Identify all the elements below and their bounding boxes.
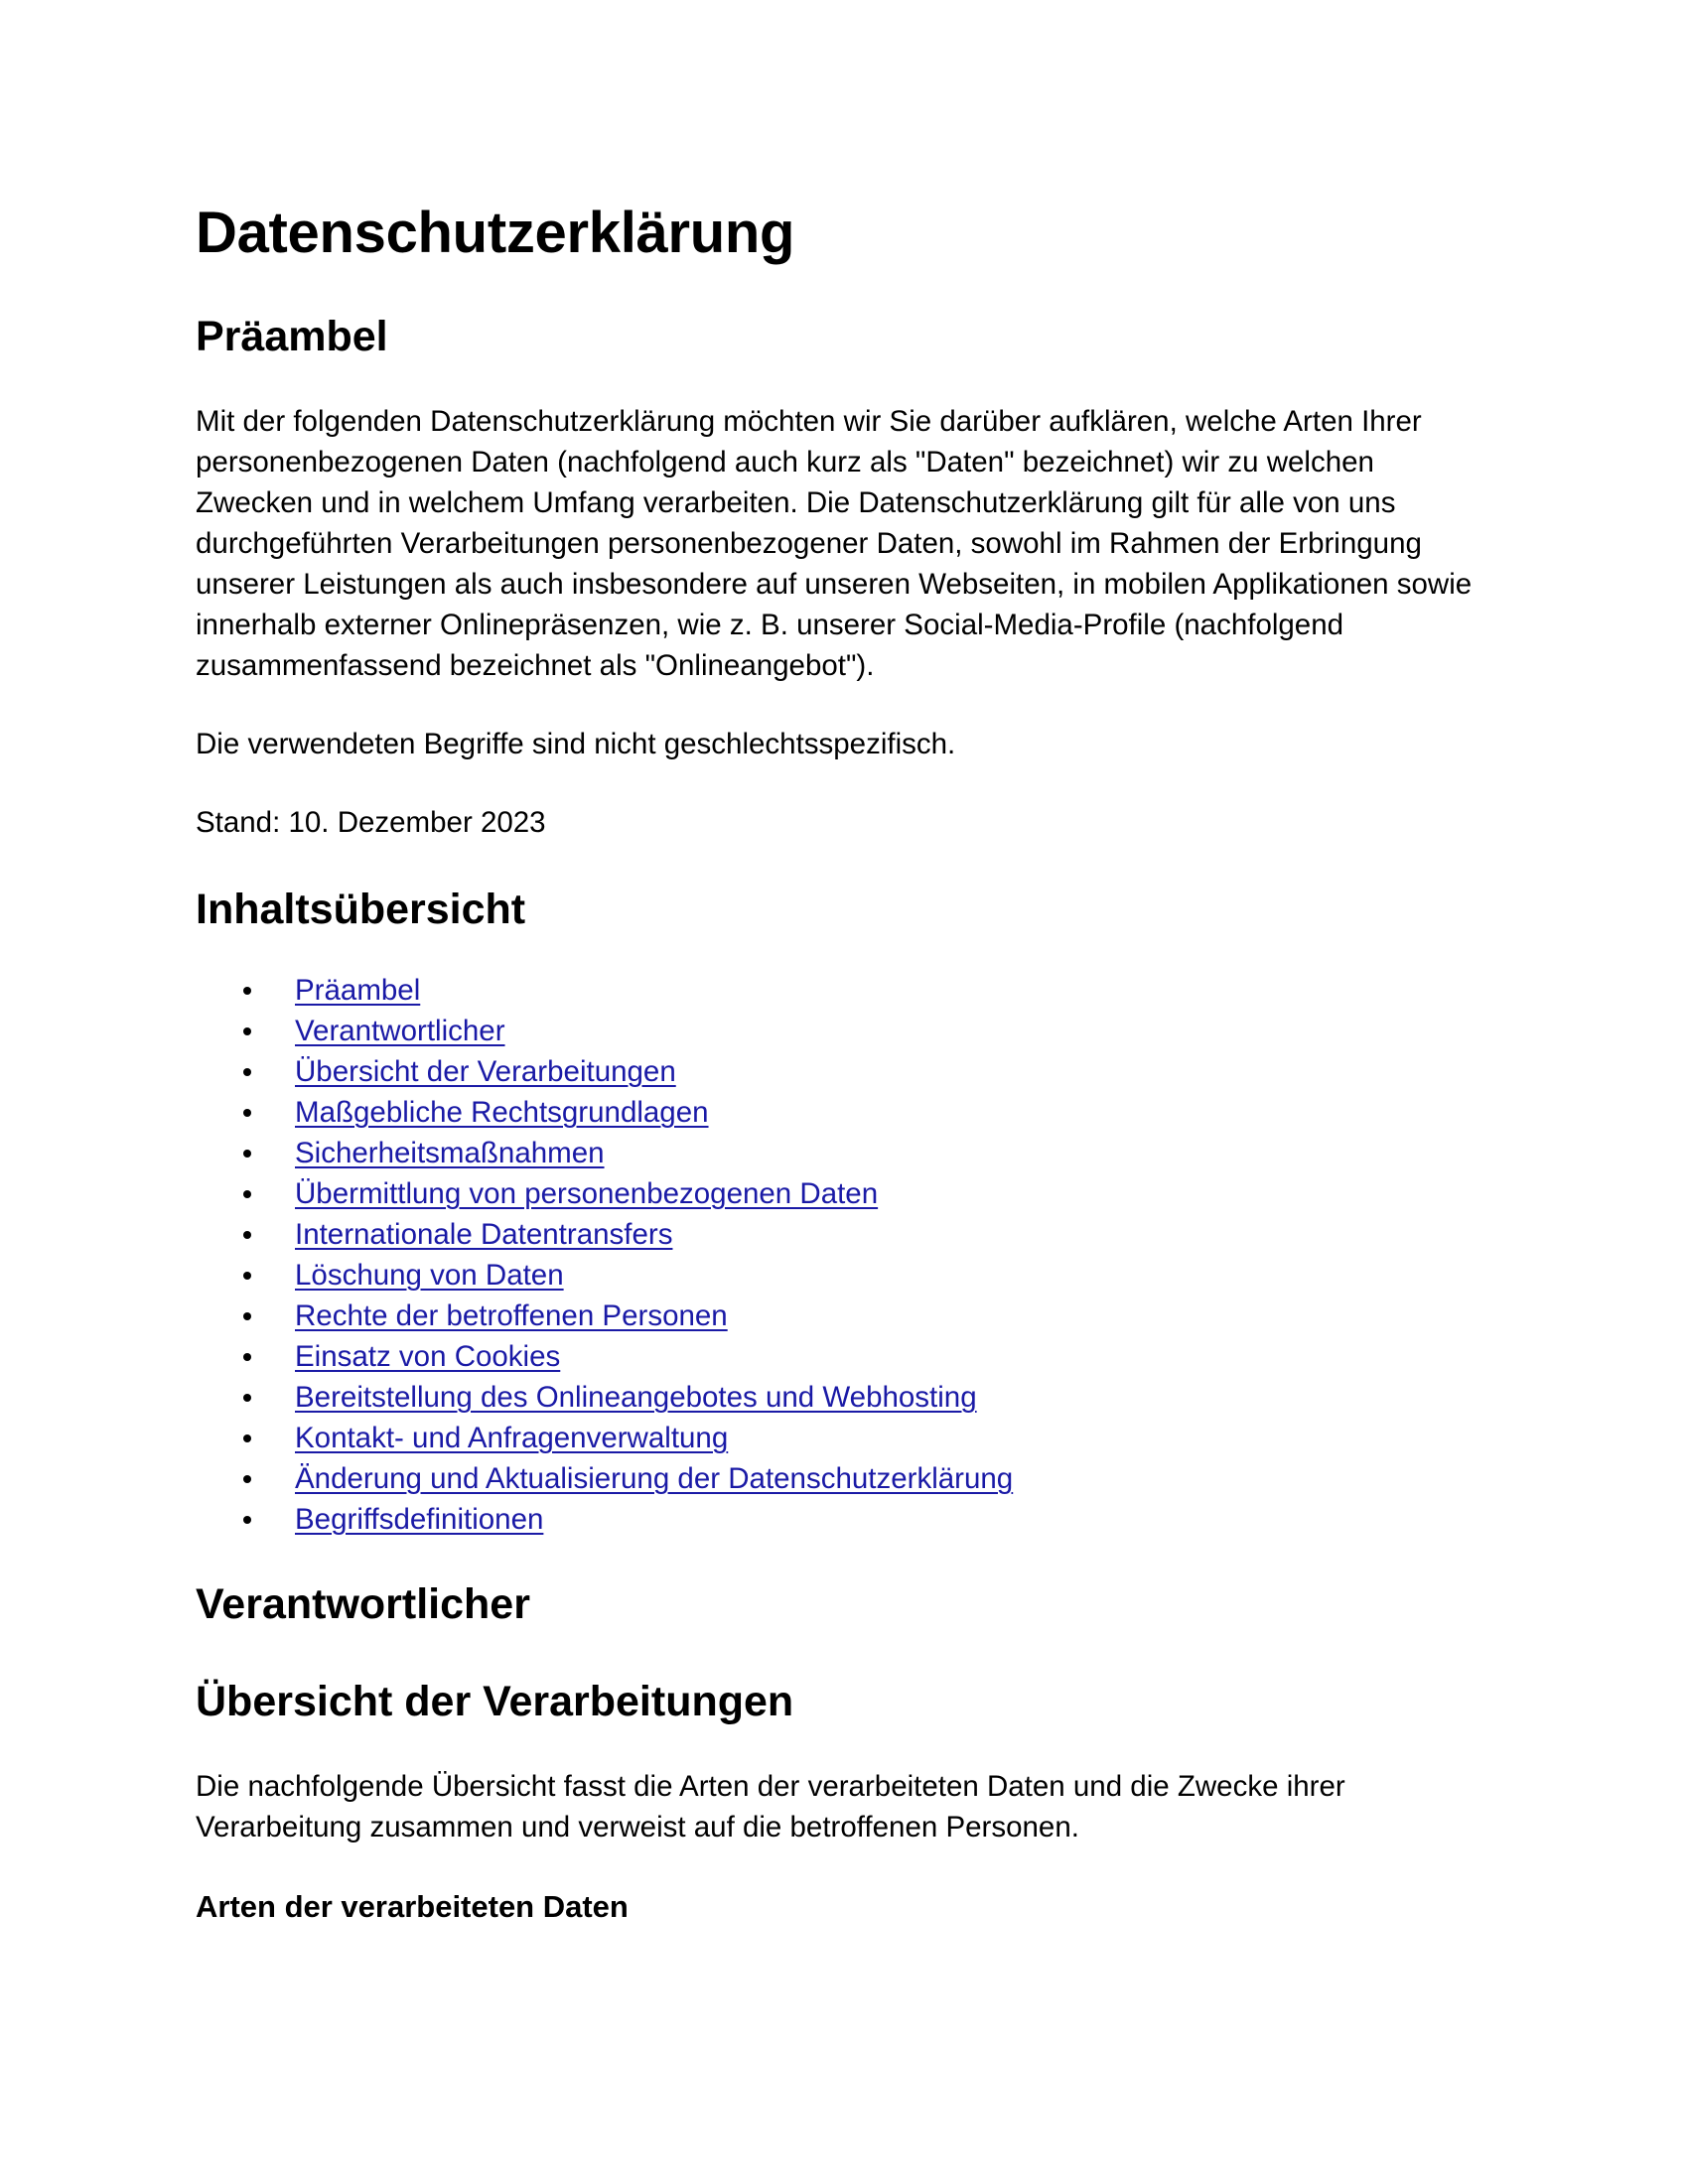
toc-item — [196, 1296, 1496, 1336]
page-title: Datenschutzerklärung — [196, 201, 795, 265]
bullet-icon — [243, 1027, 251, 1035]
bullet-icon — [243, 1068, 251, 1076]
bullet-icon — [243, 1353, 251, 1361]
toc-item — [196, 1458, 1496, 1499]
bullet-icon — [243, 1312, 251, 1320]
bullet-icon — [243, 1272, 251, 1280]
overview-paragraph: Die nachfolgende Übersicht fasst die Arten der verarbeiteten Daten und die Zwecke ihrer Verarbeitung zusammen und verweist auf die betroffenen Personen. — [196, 1770, 1345, 1843]
section-heading-responsible: Verantwortlicher — [196, 1580, 530, 1628]
toc-item — [196, 1133, 1496, 1173]
toc-link-contact[interactable]: Kontakt- und Anfragenverwaltung — [295, 1422, 729, 1454]
toc-item — [196, 1214, 1496, 1255]
toc-link-changes[interactable]: Änderung und Aktualisierung der Datenschutzerklärung — [295, 1462, 1014, 1495]
toc-link-hosting[interactable]: Bereitstellung des Onlineangebotes und Webhosting — [295, 1381, 977, 1414]
toc-item — [196, 1011, 1496, 1051]
status-date: Stand: 10. Dezember 2023 — [196, 806, 546, 839]
bullet-icon — [243, 1190, 251, 1198]
toc-item — [196, 1092, 1496, 1133]
toc-item — [196, 1336, 1496, 1377]
bullet-icon — [243, 1434, 251, 1442]
document-page — [196, 199, 1496, 1927]
bullet-icon — [243, 1394, 251, 1402]
toc-link-security[interactable]: Sicherheitsmaßnahmen — [295, 1137, 605, 1169]
section-heading-overview: Übersicht der Verarbeitungen — [196, 1678, 794, 1725]
toc-item — [196, 1418, 1496, 1458]
toc-link-data-transfer[interactable]: Übermittlung von personenbezogenen Daten — [295, 1177, 879, 1210]
toc-item — [196, 1377, 1496, 1418]
bullet-icon — [243, 987, 251, 995]
toc-link-rights[interactable]: Rechte der betroffenen Personen — [295, 1299, 728, 1332]
bullet-icon — [243, 1231, 251, 1239]
toc-link-international-transfers[interactable]: Internationale Datentransfers — [295, 1218, 673, 1251]
subheading-data-types: Arten der verarbeiteten Daten — [196, 1889, 629, 1924]
bullet-icon — [243, 1516, 251, 1524]
toc-link-definitions[interactable]: Begriffsdefinitionen — [295, 1503, 544, 1536]
toc-item — [196, 1173, 1496, 1214]
section-heading-toc: Inhaltsübersicht — [196, 886, 526, 933]
section-heading-preamble: Präambel — [196, 313, 388, 360]
gender-note-paragraph: Die verwendeten Begriffe sind nicht geschlechtsspezifisch. — [196, 728, 956, 760]
toc-link-legal-bases[interactable]: Maßgebliche Rechtsgrundlagen — [295, 1096, 709, 1129]
toc-item — [196, 1051, 1496, 1092]
toc-item — [196, 1499, 1496, 1540]
toc-item — [196, 970, 1496, 1011]
toc-link-overview[interactable]: Übersicht der Verarbeitungen — [295, 1055, 676, 1088]
toc-link-cookies[interactable]: Einsatz von Cookies — [295, 1340, 561, 1373]
toc-link-responsible[interactable]: Verantwortlicher — [295, 1015, 505, 1047]
bullet-icon — [243, 1109, 251, 1117]
toc-item — [196, 1255, 1496, 1296]
bullet-icon — [243, 1150, 251, 1158]
toc-link-deletion[interactable]: Löschung von Daten — [295, 1259, 564, 1292]
preamble-paragraph: Mit der folgenden Datenschutzerklärung möchten wir Sie darüber aufklären, welche Arten Ihrer personenbezogenen Daten (nachfolgend auch kurz als "Daten" bezeichnet) wir zu welchen Zwecken und in welchem Umfang verarbeiten. Die Datenschutzerklärung gilt für alle von uns durchgeführten Verarbeitungen personenbezogener Daten, sowohl im Rahmen der Erbringung unserer Leistungen als auch insbesondere auf unseren Webseiten, in mobilen Applikationen sowie innerhalb externer Onlinepräsenzen, wie z. B. unserer Social-Media-Profile (nachfolgend zusammenfassend bezeichnet als "Onlineangebot"). — [196, 405, 1473, 682]
bullet-icon — [243, 1475, 251, 1483]
toc-link-preamble[interactable]: Präambel — [295, 974, 421, 1007]
table-of-contents — [196, 970, 1496, 1540]
